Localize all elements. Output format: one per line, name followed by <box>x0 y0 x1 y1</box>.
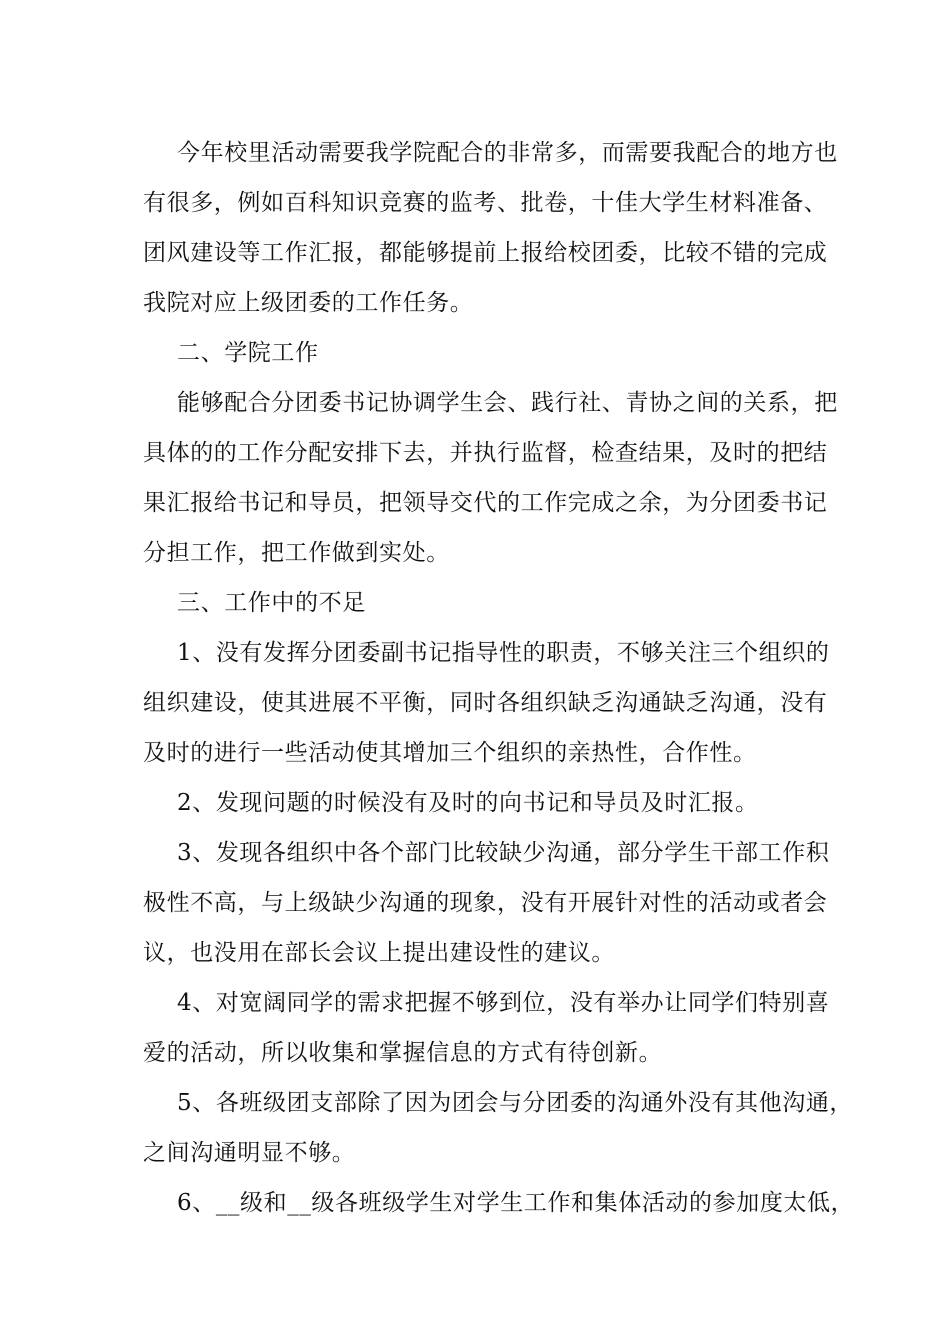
list-item-line: 6、__级和__级各班级学生对学生工作和集体活动的参加度太低， <box>177 1190 855 1216</box>
list-item-line: 之间沟通明显不够。 <box>143 1140 356 1166</box>
document-body <box>143 128 855 1228</box>
paragraph-line: 我院对应上级团委的工作任务。 <box>143 290 474 316</box>
paragraph-line: 能够配合分团委书记协调学生会、践行社、青协之间的关系，把 <box>177 390 838 416</box>
list-item-line: 2、发现问题的时候没有及时的向书记和导员及时汇报。 <box>177 790 759 816</box>
list-item-line: 爱的活动，所以收集和掌握信息的方式有待创新。 <box>143 1040 663 1066</box>
paragraph-line: 果汇报给书记和导员，把领导交代的工作完成之余，为分团委书记 <box>143 490 828 516</box>
paragraph-line: 今年校里活动需要我学院配合的非常多，而需要我配合的地方也 <box>177 140 838 166</box>
section-heading: 二、学院工作 <box>177 340 319 366</box>
paragraph-line: 具体的的工作分配安排下去，并执行监督，检查结果，及时的把结 <box>143 440 828 466</box>
paragraph-line: 团风建设等工作汇报，都能够提前上报给校团委，比较不错的完成 <box>143 240 828 266</box>
list-item-line: 4、对宽阔同学的需求把握不够到位，没有举办让同学们特别喜 <box>177 990 830 1016</box>
list-item-line: 3、发现各组织中各个部门比较缺少沟通，部分学生干部工作积 <box>177 840 830 866</box>
paragraph-line: 有很多，例如百科知识竞赛的监考、批卷，十佳大学生材料准备、 <box>143 190 828 216</box>
paragraph-line: 分担工作，把工作做到实处。 <box>143 540 450 566</box>
list-item-line: 及时的进行一些活动使其增加三个组织的亲热性，合作性。 <box>143 740 757 766</box>
list-item-line: 极性不高，与上级缺少沟通的现象，没有开展针对性的活动或者会 <box>143 890 828 916</box>
section-heading: 三、工作中的不足 <box>177 590 366 616</box>
list-item-line: 组织建设，使其进展不平衡，同时各组织缺乏沟通缺乏沟通，没有 <box>143 690 828 716</box>
list-item-line: 议，也没用在部长会议上提出建设性的建议。 <box>143 940 615 966</box>
list-item-line: 1、没有发挥分团委副书记指导性的职责，不够关注三个组织的 <box>177 640 830 666</box>
list-item-line: 5、各班级团支部除了因为团会与分团委的沟通外没有其他沟通， <box>177 1090 854 1116</box>
